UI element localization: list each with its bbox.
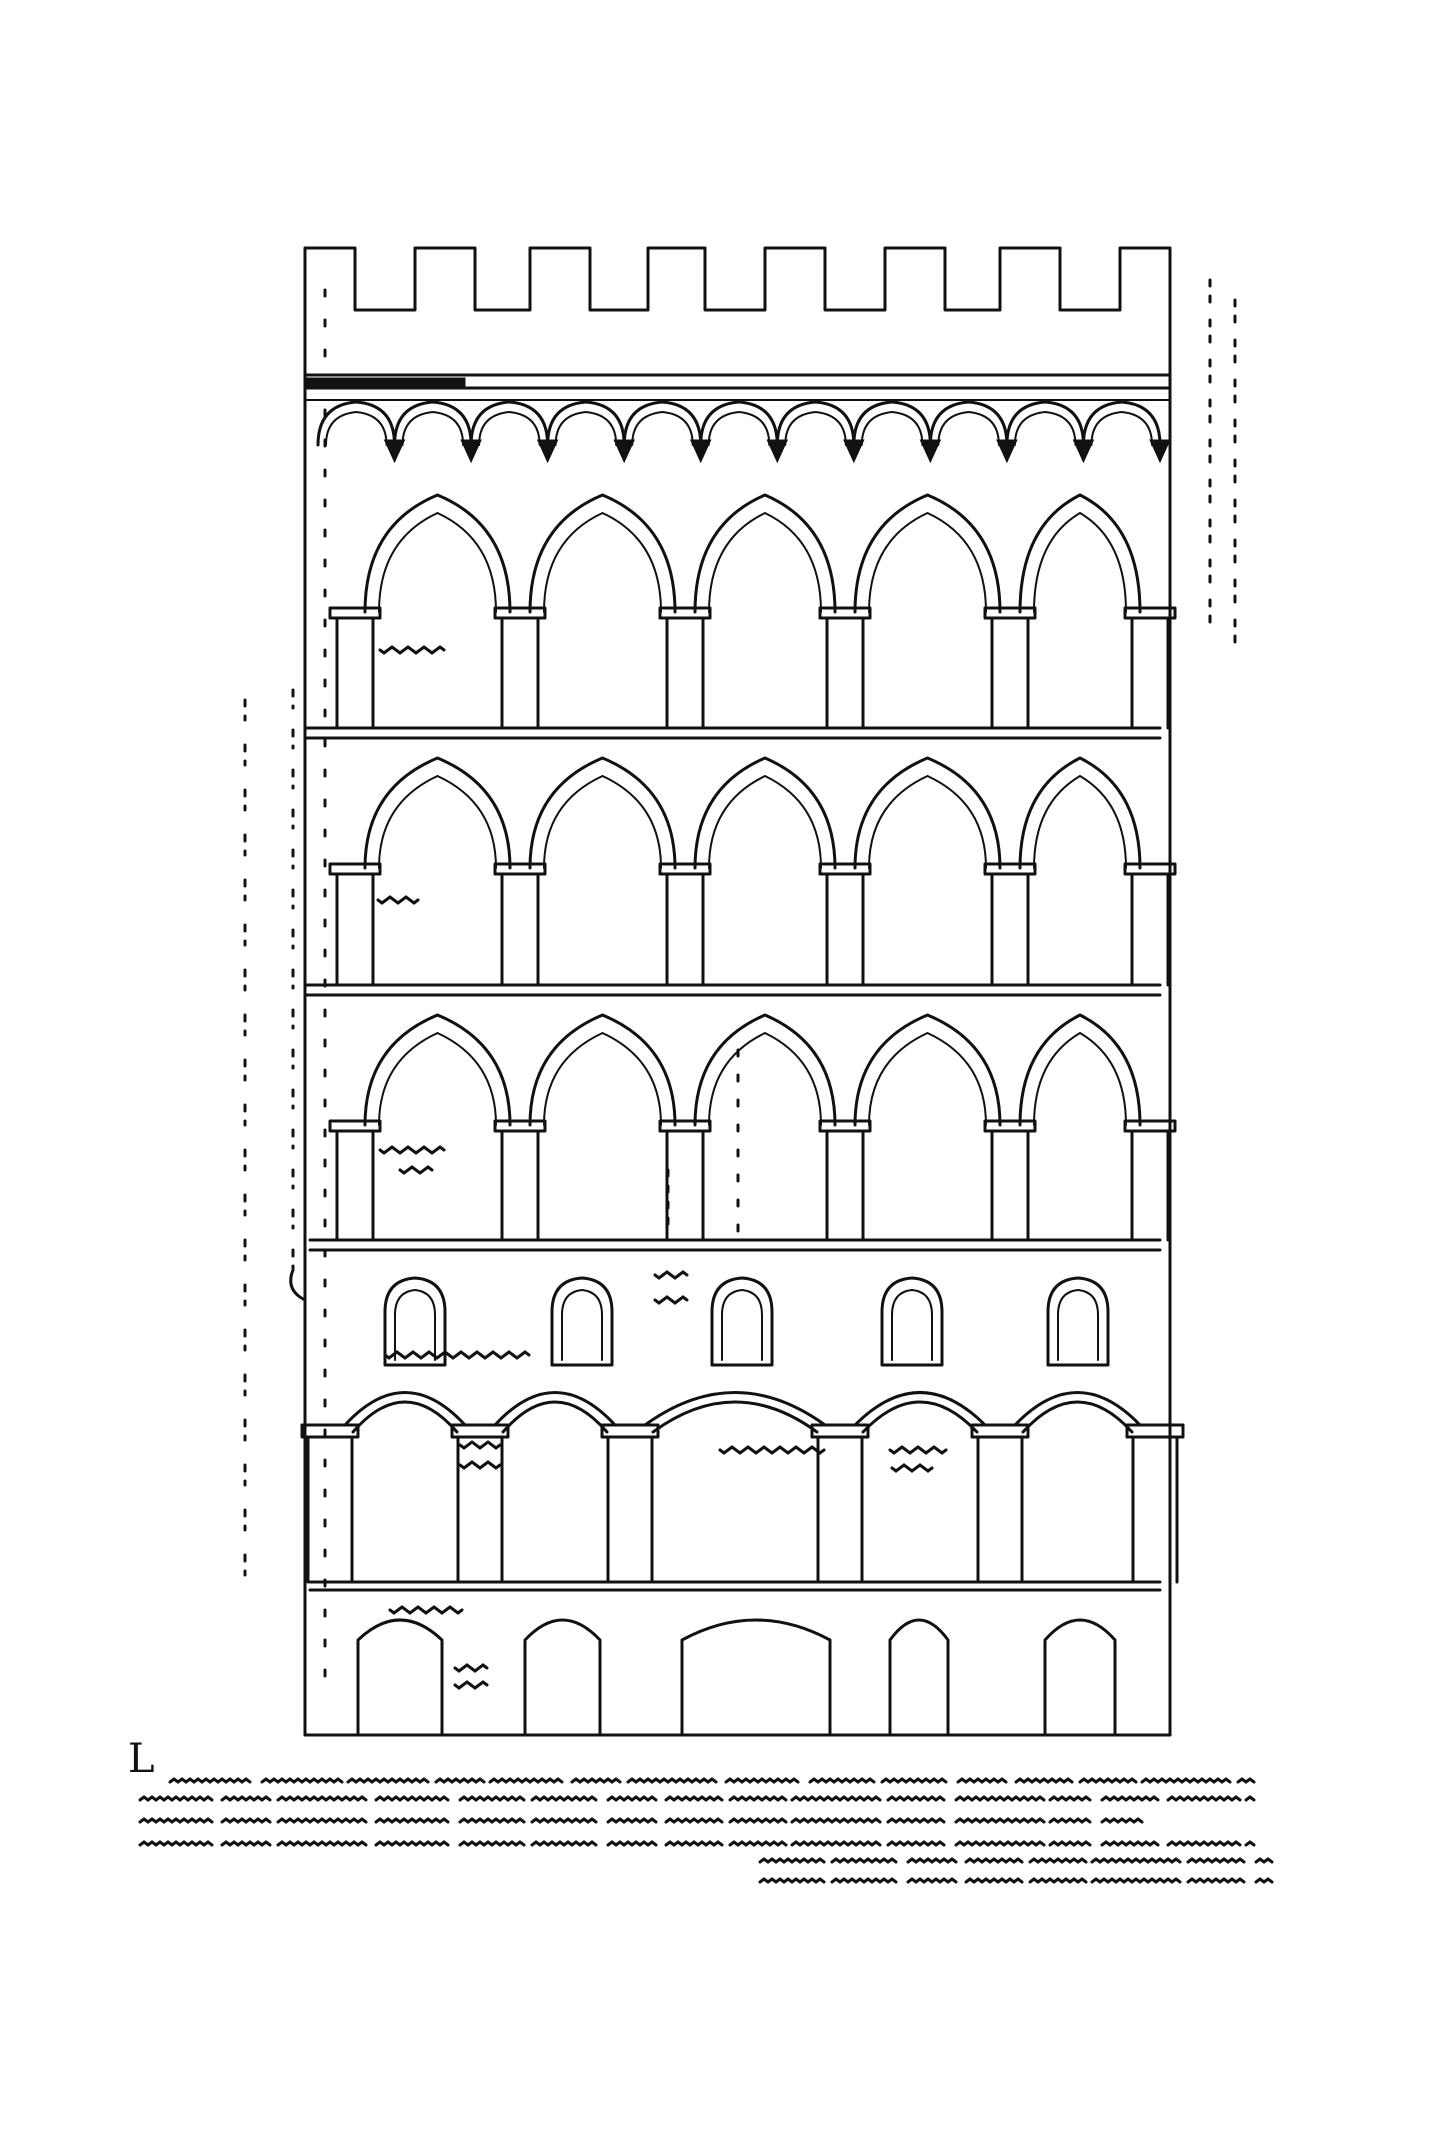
annotation-scribble [655,1297,687,1303]
pointed-arch-inner [709,776,821,868]
caption-word [882,1779,946,1782]
pointed-arch-inner [1034,776,1126,868]
caption-word [908,1879,956,1882]
pointed-arch-inner [379,513,496,612]
caption-word [1188,1859,1244,1862]
corbel-arcade [318,402,1170,462]
capital [820,1121,870,1131]
round-arch-inner [503,1402,607,1432]
annotation-scribble [380,647,444,653]
corbel-arch-inner [403,412,464,445]
caption-word [140,1819,212,1822]
caption-word [278,1797,366,1800]
pointed-arcades [330,495,1175,1240]
corbel-bracket [1150,440,1170,462]
caption-word [1102,1797,1158,1800]
corbel-arch-inner [326,412,387,445]
caption-word [956,1842,1044,1845]
pier-capital [812,1425,868,1437]
caption-word [792,1819,880,1822]
capital [495,864,545,874]
caption-word [1050,1797,1090,1800]
caption-word [608,1819,656,1822]
caption-word [460,1797,524,1800]
caption-word [1102,1842,1158,1845]
pointed-arch [695,758,835,868]
caption-word [1092,1879,1180,1882]
margin-bracket [291,1270,305,1300]
caption-word [730,1797,786,1800]
caption-word [832,1859,896,1862]
small-window-inner [1058,1290,1098,1360]
annotation-scribble [400,1167,432,1173]
caption-word [908,1859,956,1862]
storey-bands [305,728,1160,1590]
corbel-arch [1083,402,1160,445]
caption-word [958,1779,1006,1782]
caption-word [1050,1819,1090,1822]
caption-word [490,1779,562,1782]
pointed-arch-inner [709,513,821,612]
pointed-arch [365,758,510,868]
caption-word [1050,1842,1090,1845]
corbel-arch-inner [1091,412,1152,445]
caption-word [460,1819,524,1822]
pointed-arch-inner [379,1033,496,1125]
caption-word [1256,1879,1272,1882]
caption-word [666,1842,722,1845]
caption-word [1246,1842,1254,1845]
caption-word [1030,1879,1086,1882]
caption-word [792,1797,880,1800]
caption-word [832,1879,896,1882]
corbel-arch-inner [938,412,999,445]
capital [330,864,380,874]
corbel-arch [854,402,931,445]
capital [495,1121,545,1131]
caption-word [572,1779,620,1782]
caption-word [1030,1859,1086,1862]
corbel-arch [701,402,778,445]
corbel-arch-inner [632,412,693,445]
pointed-arch-inner [1034,1033,1126,1125]
caption-word [760,1859,824,1862]
corbel-arch [318,402,395,445]
caption-word [966,1859,1022,1862]
ground-door [358,1620,442,1735]
corbel-arch-inner [785,412,846,445]
caption-word [888,1842,944,1845]
ground-door [890,1620,948,1735]
annotation-scribble [390,1607,462,1613]
pointed-arch [695,1015,835,1125]
capital [985,864,1035,874]
caption-word [792,1842,880,1845]
ground-door [1045,1620,1115,1735]
caption-initial: L [128,1736,155,1782]
corbel-arch [1007,402,1084,445]
corbel-arch-inner [479,412,540,445]
caption-word [278,1842,366,1845]
pointed-arch [855,1015,1000,1125]
capital [985,1121,1035,1131]
annotation-scribble [892,1465,932,1471]
corbel-arch-inner [556,412,617,445]
caption-word [140,1797,212,1800]
caption-word [532,1842,596,1845]
corbel-arch [471,402,548,445]
caption-word [532,1819,596,1822]
caption-word [1246,1797,1254,1800]
caption-word [1168,1797,1240,1800]
ground-door [525,1620,600,1735]
corbel-arch [777,402,854,445]
caption-word [376,1819,448,1822]
pier-capital [302,1425,358,1437]
round-arcade [302,1393,1183,1583]
annotation-scribble [455,1665,487,1671]
caption-scribble-lines [140,1779,1272,1882]
caption-word [1092,1859,1180,1862]
pointed-arch [530,758,675,868]
caption-word [376,1842,448,1845]
annotation-scribble [385,1352,529,1358]
caption-word [1238,1779,1254,1782]
caption-word [888,1797,944,1800]
annotation-scribble [460,1442,500,1448]
capital [330,608,380,618]
capital [820,864,870,874]
small-window-inner [562,1290,602,1360]
caption-word [1168,1842,1240,1845]
corbel-arch-inner [862,412,923,445]
pointed-arch-inner [379,776,496,868]
caption-word [262,1779,342,1782]
caption-word [460,1842,524,1845]
caption-word [1102,1819,1142,1822]
small-window-inner [722,1290,762,1360]
caption-word [222,1819,270,1822]
pier-capital [1127,1425,1183,1437]
caption-word [966,1879,1022,1882]
annotation-scribble [378,897,418,903]
pointed-arch-inner [544,776,661,868]
annotation-scribble [460,1462,500,1468]
capital [1125,1121,1175,1131]
ground-door [682,1620,830,1735]
round-arch-inner [353,1402,457,1432]
capital [660,1121,710,1131]
annotation-scribble [890,1447,946,1453]
caption-word [170,1779,250,1782]
caption-word [278,1819,366,1822]
caption-word [666,1819,722,1822]
caption-word [1188,1879,1244,1882]
capital [985,608,1035,618]
annotation-scribble [655,1272,687,1278]
small-window-inner [892,1290,932,1360]
annotation-scribble [380,1147,444,1153]
capital [1125,864,1175,874]
pier-capital [602,1425,658,1437]
pointed-arch-inner [544,1033,661,1125]
caption-word [222,1842,270,1845]
ground-doors [358,1620,1115,1735]
pointed-arch-inner [709,1033,821,1125]
pointed-arch [855,758,1000,868]
pointed-arch-inner [869,513,986,612]
caption-word [348,1779,428,1782]
capital [660,864,710,874]
capital [820,608,870,618]
caption-word [376,1797,448,1800]
pointed-arch-inner [869,776,986,868]
capital [1125,608,1175,618]
caption-word [730,1842,786,1845]
round-arch-inner [1023,1402,1132,1432]
caption-word [760,1879,824,1882]
pointed-arch-inner [544,513,661,612]
caption-word [810,1779,874,1782]
annotation-scribble [720,1447,824,1453]
pointed-arch-inner [1034,513,1126,612]
caption-word [628,1779,716,1782]
caption-block [128,1736,1272,1882]
pointed-arch [1020,758,1140,868]
corbel-arch [930,402,1007,445]
caption-word [140,1842,212,1845]
pier-capital [452,1425,508,1437]
caption-word [956,1819,1044,1822]
pier-capital [972,1425,1028,1437]
caption-word [1016,1779,1072,1782]
corbel-arch-inner [1015,412,1076,445]
pointed-arch [1020,1015,1140,1125]
caption-word [888,1819,944,1822]
caption-word [956,1797,1044,1800]
capital [330,1121,380,1131]
caption-word [608,1842,656,1845]
corbel-arch [624,402,701,445]
caption-word [666,1797,722,1800]
corbel-arch-inner [709,412,770,445]
corbel-arch [548,402,625,445]
pointed-arch-inner [869,1033,986,1125]
pointed-arch [530,1015,675,1125]
upper-cornice [305,375,1170,400]
caption-word [436,1779,484,1782]
corbel-arch [395,402,472,445]
small-window-inner [395,1290,435,1360]
annotation-scribble [455,1682,487,1688]
caption-word [1080,1779,1136,1782]
capital [660,608,710,618]
capital [495,608,545,618]
pointed-arch [365,1015,510,1125]
caption-word [1142,1779,1230,1782]
caption-word [1256,1859,1272,1862]
battlements [305,248,1170,375]
caption-word [608,1797,656,1800]
caption-word [730,1819,786,1822]
caption-word [532,1797,596,1800]
caption-word [222,1797,270,1800]
caption-word [726,1779,798,1782]
